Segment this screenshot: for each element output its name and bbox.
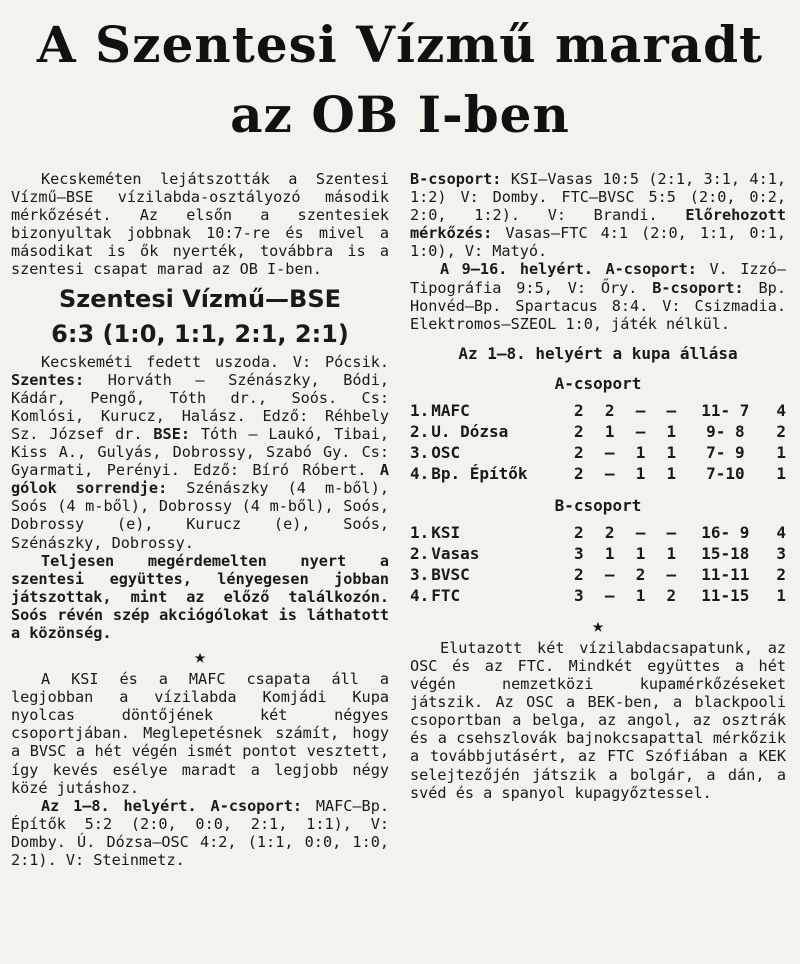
result-teams: Szentesi Vízmű—BSE — [58, 284, 342, 313]
standings-cell-team: BVSC — [431, 565, 470, 585]
standings-cell-w: 1 — [604, 422, 615, 442]
standings-cell-w: — — [604, 464, 615, 484]
standings-cell-played: 3 — [574, 544, 584, 564]
standings-table-a — [410, 401, 786, 485]
standings-cell-pts: 1 — [776, 586, 786, 606]
standings-cell-d: — — [635, 523, 646, 543]
right-column — [410, 170, 786, 802]
standings-cell-goals: 11-15 — [701, 586, 750, 606]
standings-cell-played: 2 — [574, 523, 584, 543]
standings-row — [410, 443, 786, 464]
standings-cell-d: — — [635, 401, 646, 421]
standings-cell-l: 1 — [666, 544, 677, 564]
standings-cell-pts: 2 — [776, 565, 786, 585]
cup-results-b — [410, 170, 786, 260]
standings-cell-l: — — [666, 565, 677, 585]
heading-9-16-a: A-csoport: — [605, 260, 697, 279]
standings-cell-l: 1 — [666, 422, 677, 442]
report-label-bse: BSE: — [153, 424, 190, 443]
standings-cell-pos: 1. — [410, 401, 430, 421]
standings-row — [410, 464, 786, 485]
standings-cell-l: 1 — [666, 464, 677, 484]
standings-cell-w: — — [604, 443, 615, 463]
heading-a-group: A-csoport: — [210, 796, 302, 815]
standings-cell-played: 2 — [574, 443, 584, 463]
cup-results-9-16 — [410, 260, 786, 332]
standings-cell-pts: 1 — [776, 443, 786, 463]
cup-results-a — [11, 797, 389, 869]
standings-cell-pos: 4. — [410, 586, 430, 606]
report-goals: Szénászky (4 m-ből), Soós (4 m-ből), Dobrossy (4 m-ből), Soós, Dobrossy (e), Kurucz (e), Soós, Szénászky, Dobrossy. — [11, 479, 389, 552]
heading-b-group: B-csoport: — [410, 170, 502, 188]
report-szentes-lineup: Horváth — Szénászky, Bódi, Kádár, Pengő, Tóth dr., Soós. Cs: Komlósi, Kurucz, Halász. Edző: Réhbely Sz. József dr. — [11, 370, 389, 443]
standings-group-b-title: B-csoport — [554, 495, 642, 515]
standings-title: Az 1—8. helyért a kupa állása — [458, 343, 738, 363]
standings-cell-pos: 2. — [410, 544, 430, 564]
standings-cell-w: 2 — [604, 523, 615, 543]
verdict-paragraph: Teljesen megérdemelten nyert a szentesi együttes, lényegesen jobban játszottak, mint az előző találkozón. Soós révén szép akciógólokat is láthatott a közönség. — [11, 551, 389, 642]
standings-cell-played: 2 — [574, 422, 584, 442]
standings-row — [410, 422, 786, 443]
standings-cell-d: 1 — [635, 464, 646, 484]
standings-cell-goals: 7-10 — [706, 464, 745, 484]
standings-cell-d: 1 — [635, 586, 646, 606]
standings-row — [410, 544, 786, 565]
standings-cell-goals: 9- 8 — [706, 422, 745, 442]
star-divider-2-icon: ★ — [591, 612, 605, 637]
standings-cell-goals: 15-18 — [701, 544, 750, 564]
standings-cell-played: 2 — [574, 401, 584, 421]
standings-cell-w: 2 — [604, 401, 615, 421]
standings-cell-l: 1 — [666, 443, 677, 463]
report-venue: Kecskeméti fedett uszoda. V: Pócsik. — [41, 352, 389, 371]
a2-results: V. Izzó—Tipográfia 9:5, V: Őry. — [410, 260, 786, 297]
standings-cell-team: U. Dózsa — [431, 422, 509, 442]
standings-cell-pts: 4 — [776, 523, 786, 543]
standings-cell-l: — — [666, 401, 677, 421]
standings-cell-pts: 1 — [776, 464, 786, 484]
standings-cell-played: 2 — [574, 565, 584, 585]
standings-cell-team: Bp. Építők — [431, 464, 528, 484]
match-report — [11, 353, 389, 552]
standings-cell-team: OSC — [431, 443, 461, 463]
standings-cell-w: 1 — [604, 544, 615, 564]
b-group-results: KSI—Vasas 10:5 (2:1, 3:1, 4:1, 1:2) V: Domby. FTC—BVSC 5:5 (2:0, 0:2, 2:0, 1:2). V: Brandi. — [410, 170, 786, 225]
standings-cell-team: FTC — [431, 586, 461, 606]
a-group-results: MAFC—Bp. Építők 5:2 (2:0, 0:0, 2:1, 1:1), V: Domby. Ú. Dózsa—OSC 4:2, (1:1, 0:0, 1:0, 2:1). V: Steinmetz. — [11, 796, 389, 869]
report-label-szentes: Szentes: — [11, 370, 85, 389]
standings-cell-pts: 2 — [776, 422, 786, 442]
standings-cell-pos: 1. — [410, 523, 430, 543]
standings-cell-pos: 4. — [410, 464, 430, 484]
standings-group-a-title: A-csoport — [554, 373, 642, 393]
cup-intro-paragraph: A KSI és a MAFC csapata áll a legjobban a vízilabda Komjádi Kupa nyolcas döntőjének két négyes csoportjában. Meglepetésnek számít, hogy a BVSC a hét végén ismét pontot vesztett, így kevés esélye maradt a legjobb négy közé jutáshoz. — [11, 670, 389, 797]
standings-cell-team: MAFC — [431, 401, 470, 421]
heading-1-8: Az 1—8. helyért. — [41, 796, 197, 815]
standings-cell-played: 3 — [574, 586, 584, 606]
standings-cell-d: 2 — [635, 565, 646, 585]
standings-cell-l: — — [666, 523, 677, 543]
headline-line-2: az OB I-ben — [230, 85, 570, 144]
standings-cell-goals: 11-11 — [701, 565, 750, 585]
standings-row — [410, 401, 786, 422]
standings-table-b — [410, 523, 786, 607]
standings-cell-w: — — [604, 565, 615, 585]
standings-cell-pos: 2. — [410, 422, 430, 442]
report-bse-lineup: Tóth — Laukó, Tibai, Kiss A., Gulyás, Dobrossy, Szabó Gy. Cs: Gyarmati, Perényi. Edző: Bíró Róbert. — [11, 424, 389, 480]
b2-results: Bp. Honvéd—Bp. Spartacus 8:4. V: Csizmadia. Elektromos—SZEOL 1:0, játék nélkül. — [410, 278, 786, 333]
standings-cell-pts: 3 — [776, 544, 786, 564]
standings-cell-team: Vasas — [431, 544, 480, 564]
left-column — [11, 170, 389, 869]
postponed-result: Vasas—FTC 4:1 (2:0, 1:1, 0:1, 1:0), V: Matyó. — [410, 224, 786, 261]
standings-row — [410, 523, 786, 544]
heading-9-16: A 9—16. helyért. — [440, 260, 594, 279]
heading-postponed: Előrehozott mérkőzés: — [410, 206, 786, 243]
intro-paragraph: Kecskeméten lejátszották a Szentesi Vízmű—BSE vízilabda-osztályozó második mérkőzését. Az elsőn a szentesiek bizonyultak jobbnak 10:7-re és mivel a másodikat is ők nyerték, továbbra is a szentesi csapat marad az OB I-ben. — [11, 170, 389, 279]
standings-cell-team: KSI — [431, 523, 461, 543]
standings-cell-w: — — [604, 586, 615, 606]
standings-cell-goals: 16- 9 — [701, 523, 750, 543]
headline-line-1: A Szentesi Vízmű maradt — [36, 15, 764, 74]
standings-row — [410, 565, 786, 586]
result-score: 6:3 (1:0, 1:1, 2:1, 2:1) — [51, 319, 349, 348]
standings-cell-pos: 3. — [410, 565, 430, 585]
standings-cell-pos: 3. — [410, 443, 430, 463]
heading-9-16-b: B-csoport: — [652, 278, 744, 297]
standings-cell-d: 1 — [635, 544, 646, 564]
report-label-goals: A gólok sorrendje: — [11, 461, 389, 498]
standings-cell-pts: 4 — [776, 401, 786, 421]
standings-cell-d: — — [635, 422, 646, 442]
standings-cell-d: 1 — [635, 443, 646, 463]
star-divider-icon: ★ — [193, 644, 207, 669]
abroad-paragraph: Elutazott két vízilabdacsapatunk, az OSC és az FTC. Mindkét együttes a hét végén nemzetközi kupamérkőzéseket játszik. Az OSC a BEK-ben, a blackpooli csoportban a belga, az angol, az osztrák és a csehszlovák bajnokcsapattal mérkőzik a továbbjutásért, az FTC Szófiában a KEK selejtezőjén játszik a bolgár, a dán, a svéd és a spanyol kupagyőztessel. — [410, 638, 786, 802]
standings-cell-goals: 7- 9 — [706, 443, 745, 463]
standings-cell-goals: 11- 7 — [701, 401, 750, 421]
standings-row — [410, 586, 786, 607]
standings-cell-played: 2 — [574, 464, 584, 484]
standings-cell-l: 2 — [666, 586, 677, 606]
